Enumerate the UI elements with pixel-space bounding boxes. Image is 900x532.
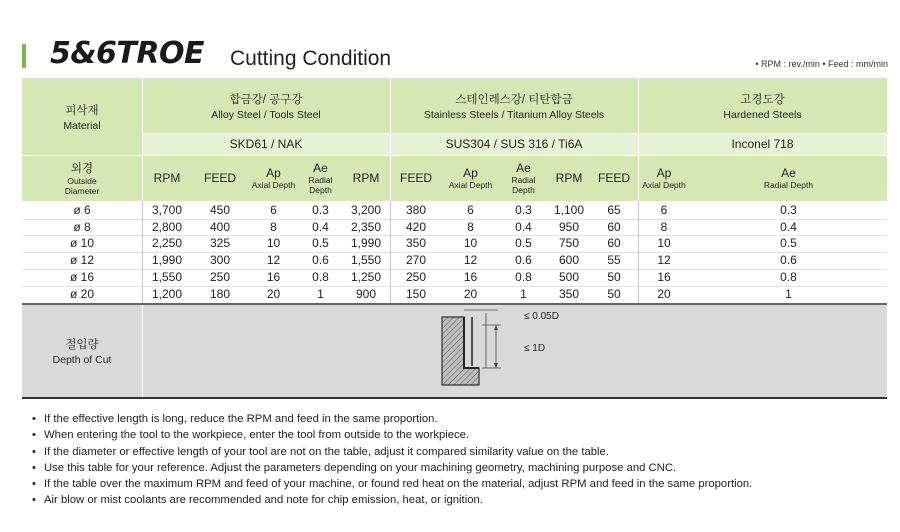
value-cell: 1,250 — [350, 269, 382, 284]
value-cell: 1,550 — [350, 253, 382, 268]
radial-depth-label: ≤ 0.05D — [524, 311, 559, 322]
value-cell: 55 — [607, 253, 621, 268]
value-cell: 10 — [657, 236, 671, 251]
value-cell: 0.6 — [312, 253, 329, 268]
depth-of-cut-diagram — [143, 305, 887, 397]
value-cell: 500 — [558, 269, 580, 284]
value-cell: 1,550 — [151, 269, 183, 284]
value-cell: 12 — [463, 253, 478, 268]
column-header-feed: FEED — [390, 155, 442, 201]
value-cell: 1,990 — [151, 253, 183, 268]
value-cell: 16 — [657, 269, 671, 284]
axial-depth-label: ≤ 1D — [524, 343, 546, 354]
note-item: • If the diameter or effective length of your tool are not on the table, adjust it compared similarity value on the table. — [32, 444, 892, 460]
column-header-ae: Ae Radial Depth — [299, 155, 342, 201]
column-header-ap: Ap Axial Depth — [638, 155, 690, 201]
value-cell: 16 — [266, 269, 281, 284]
grade-alloy: SKD61 / NAK — [142, 133, 390, 155]
value-cell: 60 — [607, 236, 621, 251]
row-divider — [22, 252, 887, 253]
group-header-stainless: 스테인레스강/ 티탄합금 Stainless Steels / Titanium Alloy Steels — [390, 78, 638, 133]
value-cell: 1 — [785, 286, 792, 301]
column-header-ae: Ae Radial Depth — [499, 155, 548, 201]
column-divider — [142, 201, 143, 305]
value-cell: 0.6 — [780, 253, 797, 268]
value-cell: 3,200 — [350, 203, 382, 217]
value-cell: 350 — [405, 236, 427, 251]
value-cell: 60 — [607, 219, 621, 234]
product-title: 5&6TROE — [50, 36, 204, 71]
value-cell: 600 — [558, 253, 580, 268]
value-cell: 450 — [209, 203, 231, 217]
value-cell: 0.8 — [780, 269, 797, 284]
note-item: • Air blow or mist coolants are recommended and note for chip emission, heat, or ignition. — [32, 492, 892, 508]
diameter-cell: ø 6 — [73, 203, 91, 217]
value-cell: 0.3 — [780, 203, 797, 217]
column-header-rpm: RPM — [548, 155, 590, 201]
value-cell: 900 — [355, 286, 377, 301]
value-cell: 2,800 — [151, 219, 183, 234]
note-item: • If the table over the maximum RPM and feed of your machine, or found red heat on the material, adjust RPM and feed in the same proportion. — [32, 476, 892, 492]
diameter-header: 외경 Outside Diameter — [22, 155, 142, 201]
value-cell: 0.4 — [780, 219, 797, 234]
table-bottom-rule — [22, 397, 887, 399]
value-cell: 250 — [405, 269, 427, 284]
value-cell: 1,100 — [553, 203, 585, 217]
value-cell: 420 — [405, 219, 427, 234]
workpiece-profile — [442, 310, 501, 385]
depth-of-cut-diagram-area — [143, 305, 887, 397]
value-cell: 65 — [607, 203, 621, 217]
value-cell: 8 — [270, 219, 277, 234]
grade-hardened: Inconel 718 — [638, 133, 887, 155]
row-divider — [22, 286, 887, 287]
value-cell: 0.3 — [515, 203, 532, 217]
value-cell: 325 — [209, 236, 231, 251]
diameter-cell: ø 20 — [69, 286, 94, 301]
value-cell: 0.5 — [780, 236, 797, 251]
diameter-cell: ø 10 — [69, 236, 94, 251]
value-cell: 0.5 — [515, 236, 532, 251]
column-divider — [390, 201, 391, 305]
group-header-alloy: 합금강/ 공구강 Alloy Steel / Tools Steel — [142, 78, 390, 133]
value-cell: 3,700 — [151, 203, 183, 217]
title-accent-bar — [22, 44, 26, 68]
value-cell: 0.5 — [312, 236, 329, 251]
value-cell: 400 — [209, 219, 231, 234]
value-cell: 0.3 — [312, 203, 329, 217]
value-cell: 950 — [558, 219, 580, 234]
value-cell: 8 — [467, 219, 474, 234]
row-divider — [22, 235, 887, 236]
value-cell: 2,350 — [350, 219, 382, 234]
depth-of-cut-header: 절입량 Depth of Cut — [22, 305, 142, 397]
value-cell: 350 — [558, 286, 580, 301]
value-cell: 270 — [405, 253, 427, 268]
cutting-condition-table — [22, 78, 887, 398]
value-cell: 10 — [463, 236, 478, 251]
value-cell: 300 — [209, 253, 231, 268]
value-cell: 0.6 — [515, 253, 532, 268]
diameter-cell: ø 8 — [73, 219, 91, 234]
value-cell: 12 — [266, 253, 281, 268]
column-header-ap: Ap Axial Depth — [248, 155, 299, 201]
value-cell: 20 — [266, 286, 281, 301]
grade-stainless: SUS304 / SUS 316 / Ti6A — [390, 133, 638, 155]
column-header-ap: Ap Axial Depth — [442, 155, 499, 201]
column-header-feed: FEED — [192, 155, 248, 201]
value-cell: 6 — [467, 203, 474, 217]
material-label-ko: 피삭재 — [65, 104, 99, 117]
value-cell: 12 — [657, 253, 671, 268]
value-cell: 0.8 — [312, 269, 329, 284]
material-label-en: Material — [63, 119, 101, 132]
value-cell: 20 — [657, 286, 671, 301]
value-cell: 50 — [607, 269, 621, 284]
column-header-ae: Ae Radial Depth — [690, 155, 887, 201]
value-cell: 1 — [520, 286, 527, 301]
notes-list — [32, 411, 892, 509]
note-item: • When entering the tool to the workpiece, enter the tool from outside to the workpiece. — [32, 427, 892, 443]
column-header-feed: FEED — [590, 155, 638, 201]
value-cell: 0.4 — [515, 219, 532, 234]
row-divider — [22, 219, 887, 220]
value-cell: 50 — [607, 286, 621, 301]
column-header-rpm: RPM — [342, 155, 390, 201]
diameter-cell: ø 12 — [69, 253, 94, 268]
units-note: • RPM : rev./min • Feed : mm/min — [755, 59, 888, 69]
page-subtitle: Cutting Condition — [230, 47, 392, 70]
group-header-hardened: 고경도강 Hardened Steels — [638, 78, 887, 133]
column-header-rpm: RPM — [142, 155, 192, 201]
value-cell: 2,250 — [151, 236, 183, 251]
diameter-cell: ø 16 — [69, 269, 94, 284]
value-cell: 6 — [660, 203, 668, 217]
row-divider — [22, 269, 887, 270]
value-cell: 16 — [463, 269, 478, 284]
value-cell: 0.8 — [515, 269, 532, 284]
value-cell: 150 — [405, 286, 427, 301]
value-cell: 250 — [209, 269, 231, 284]
value-cell: 180 — [209, 286, 231, 301]
value-cell: 8 — [660, 219, 668, 234]
note-item: • Use this table for your reference. Adjust the parameters depending on your machining geometry, machining purpose and CNC. — [32, 460, 892, 476]
note-item: • If the effective length is long, reduce the RPM and feed in the same proportion. — [32, 411, 892, 427]
column-divider — [638, 201, 639, 305]
value-cell: 750 — [558, 236, 580, 251]
value-cell: 10 — [266, 236, 281, 251]
value-cell: 1,990 — [350, 236, 382, 251]
material-header — [22, 78, 142, 155]
value-cell: 6 — [270, 203, 277, 217]
value-cell: 1 — [317, 286, 324, 301]
value-cell: 0.4 — [312, 219, 329, 234]
value-cell: 1,200 — [151, 286, 183, 301]
value-cell: 380 — [405, 203, 427, 217]
value-cell: 20 — [463, 286, 478, 301]
